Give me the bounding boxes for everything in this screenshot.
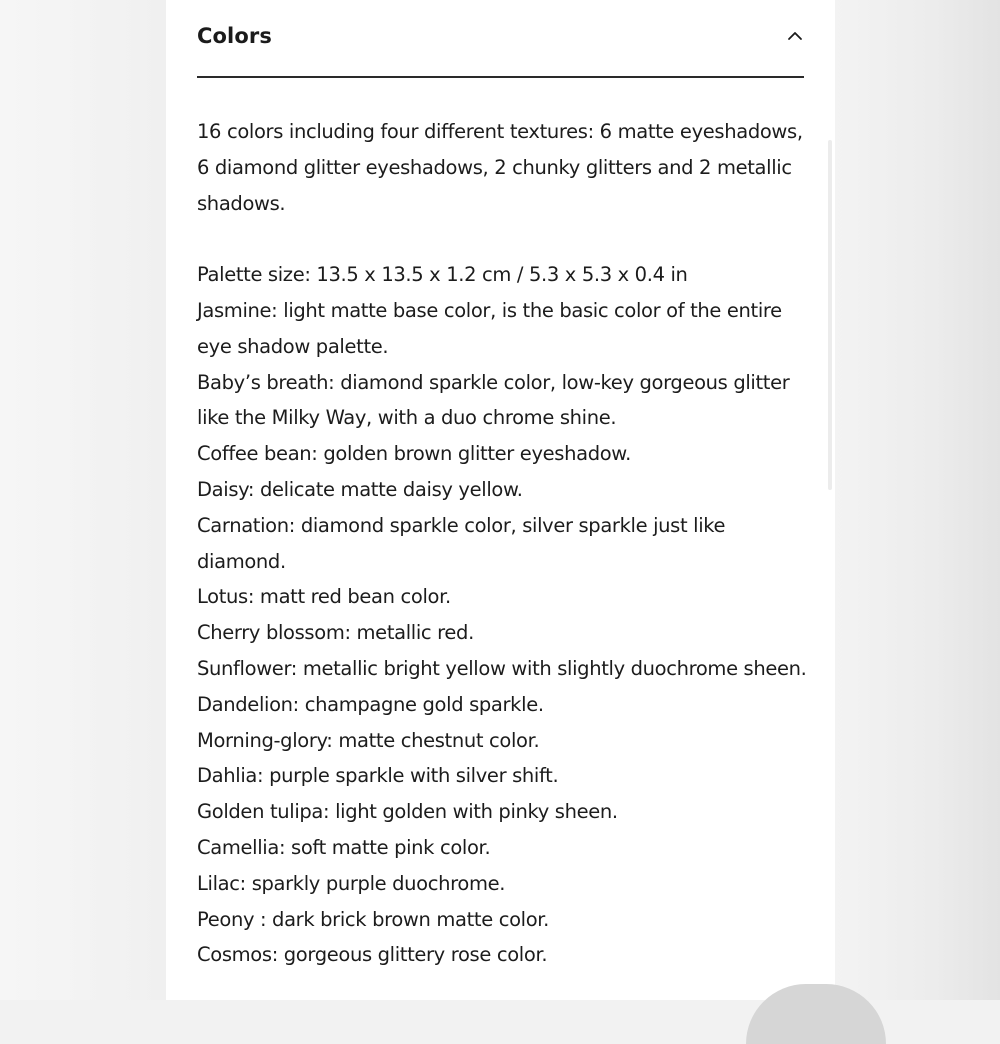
colors-accordion-header[interactable] (197, 14, 804, 58)
chevron-up-icon[interactable] (784, 25, 806, 47)
page-backdrop-right (835, 0, 1000, 1000)
description-line: Dandelion: champagne gold sparkle. (197, 692, 544, 716)
description-line: Jasmine: light matte base color, is the basic color of the entire eye shadow palette. (197, 298, 782, 358)
colors-section-title: Colors (197, 24, 272, 48)
description-line: Palette size: 13.5 x 13.5 x 1.2 cm / 5.3 x 5.3 x 0.4 in (197, 263, 688, 287)
description-line: Peony : dark brick brown matte color. (197, 907, 550, 931)
colors-description (197, 114, 812, 973)
description-line: Baby’s breath: diamond sparkle color, low-key gorgeous glitter like the Milky Way, with a duo chrome shine. (197, 370, 790, 430)
description-line: Golden tulipa: light golden with pinky sheen. (197, 800, 618, 824)
description-line: Dahlia: purple sparkle with silver shift. (197, 764, 559, 788)
description-line: Cosmos: gorgeous glittery rose color. (197, 943, 548, 967)
colors-intro-text: 16 colors including four different textures: 6 matte eyeshadows, 6 diamond glitter eyeshadows, 2 chunky glitters and 2 metallic shadows. (197, 120, 803, 215)
section-divider (197, 76, 804, 78)
description-line: Lotus: matt red bean color. (197, 585, 451, 609)
scrollbar-track[interactable] (828, 140, 832, 490)
description-line: Morning-glory: matte chestnut color. (197, 728, 540, 752)
page-backdrop-left (0, 0, 166, 1000)
description-line: Lilac: sparkly purple duochrome. (197, 871, 506, 895)
description-line: Sunflower: metallic bright yellow with slightly duochrome sheen. (197, 656, 807, 680)
description-line: Cherry blossom: metallic red. (197, 621, 474, 645)
description-line: Camellia: soft matte pink color. (197, 835, 491, 859)
description-line: Coffee bean: golden brown glitter eyeshadow. (197, 442, 631, 466)
description-line: Carnation: diamond sparkle color, silver sparkle just like diamond. (197, 513, 726, 573)
product-details-panel (166, 0, 835, 1000)
description-line: Daisy: delicate matte daisy yellow. (197, 477, 523, 501)
